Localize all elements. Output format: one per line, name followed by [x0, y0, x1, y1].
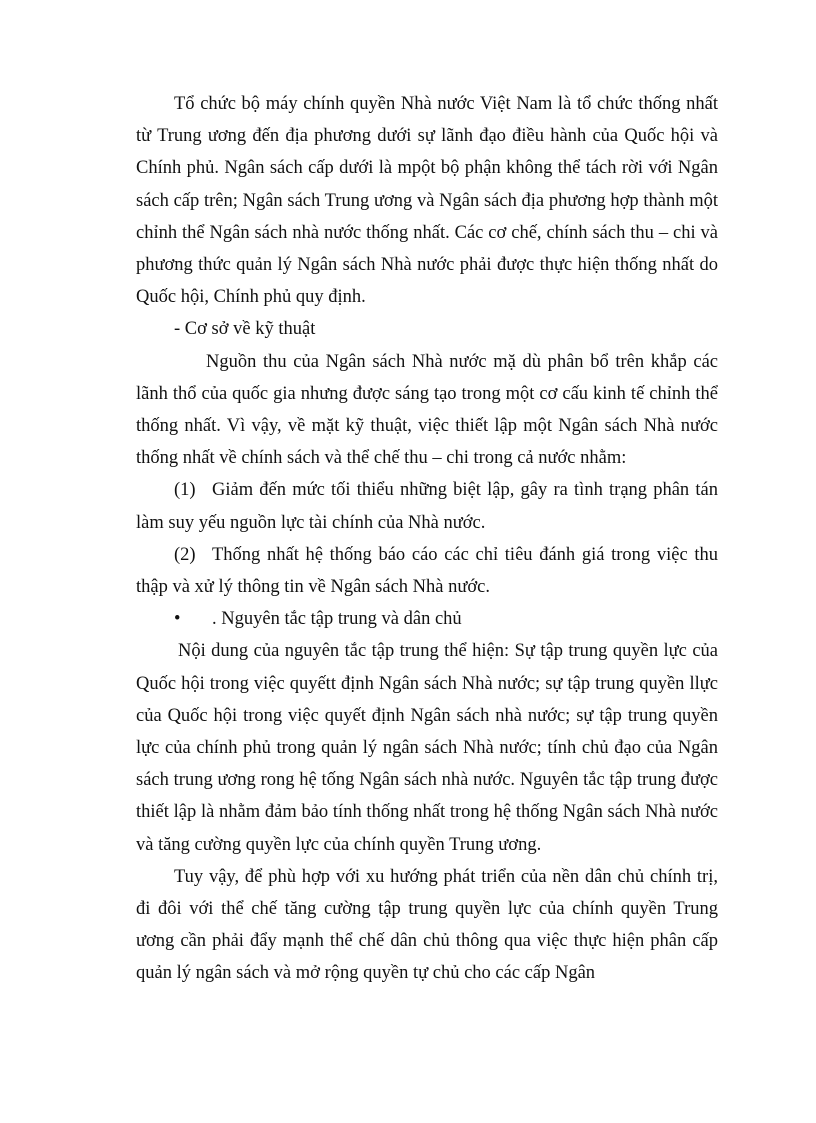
bullet-heading-centralization [136, 603, 718, 635]
item-text-1: Giảm đến mức tối thiểu những biệt lập, gây ra tình trạng phân tán làm suy yếu nguồn lực tài chính của Nhà nước. [136, 480, 718, 533]
paragraph-organization: Tổ chức bộ máy chính quyền Nhà nước Việt Nam là tổ chức thống nhất từ Trung ương đến địa phương dưới sự lãnh đạo điều hành của Quốc hội và Chính phủ. Ngân sách cấp dưới là mpột bộ phận không thể tách rời với Ngân sách cấp trên; Ngân sách Trung ương và Ngân sách địa phương hợp thành một chỉnh thể Ngân sách nhà nước thống nhất. Các cơ chế, chính sách thu – chi và phương thức quản lý Ngân sách Nhà nước phải được thực hiện thống nhất do Quốc hội, Chính phủ quy định. [136, 94, 718, 308]
item-number-1: (1) [174, 480, 196, 501]
paragraph-centralization-content: Nội dung của nguyên tắc tập trung thể hiện: Sự tập trung quyền lực của Quốc hội trong việc quyếtt định Ngân sách Nhà nước; sự tập trung quyền llực của Quốc hội trong việc quyết định Ngân sách nhà nước; sự tập trung quyền lực của chính phủ trong quản lý ngân sách Nhà nước; tính chủ đạo của Ngân sách trung ương rong hệ tống Ngân sách nhà nước. Nguyên tắc tập trung được thiết lập là nhằm đảm bảo tính thống nhất trong hệ thống Ngân sách Nhà nước và tăng cường quyền lực của chính quyền Trung ương. [136, 641, 718, 855]
paragraph-revenue: Nguồn thu của Ngân sách Nhà nước mặ dù phân bổ trên khắp các lãnh thổ của quốc gia nhưng được sáng tạo trong một cơ cấu kinh tế chỉnh thể thống nhất. Vì vậy, về mặt kỹ thuật, việc thiết lập một Ngân sách Nhà nước thống nhất về chính sách và thể chế thu – chi trong cả nước nhằm: [136, 351, 718, 469]
bullet-icon: • [174, 609, 181, 630]
paragraph-democracy: Tuy vậy, để phù hợp với xu hướng phát triển của nền dân chủ chính trị, đi đôi với thể chế tăng cường tập trung quyền lực của chính quyền Trung ương cần phải đẩy mạnh thể chế dân chủ thông qua việc thực hiện phân cấp quản lý ngân sách và mở rộng quyền tự chủ cho các cấp Ngân [136, 866, 718, 984]
numbered-item-2 [136, 539, 718, 603]
item-number-2: (2) [174, 544, 196, 565]
item-text-2: Thống nhất hệ thống báo cáo các chỉ tiêu đánh giá trong việc thu thập và xử lý thông tin về Ngân sách Nhà nước. [136, 544, 718, 598]
numbered-item-1 [136, 474, 718, 538]
heading-technical-basis: - Cơ sở về kỹ thuật [174, 319, 316, 340]
bullet-heading-text: . Nguyên tắc tập trung và dân chủ [212, 609, 462, 630]
document-page [136, 88, 718, 990]
